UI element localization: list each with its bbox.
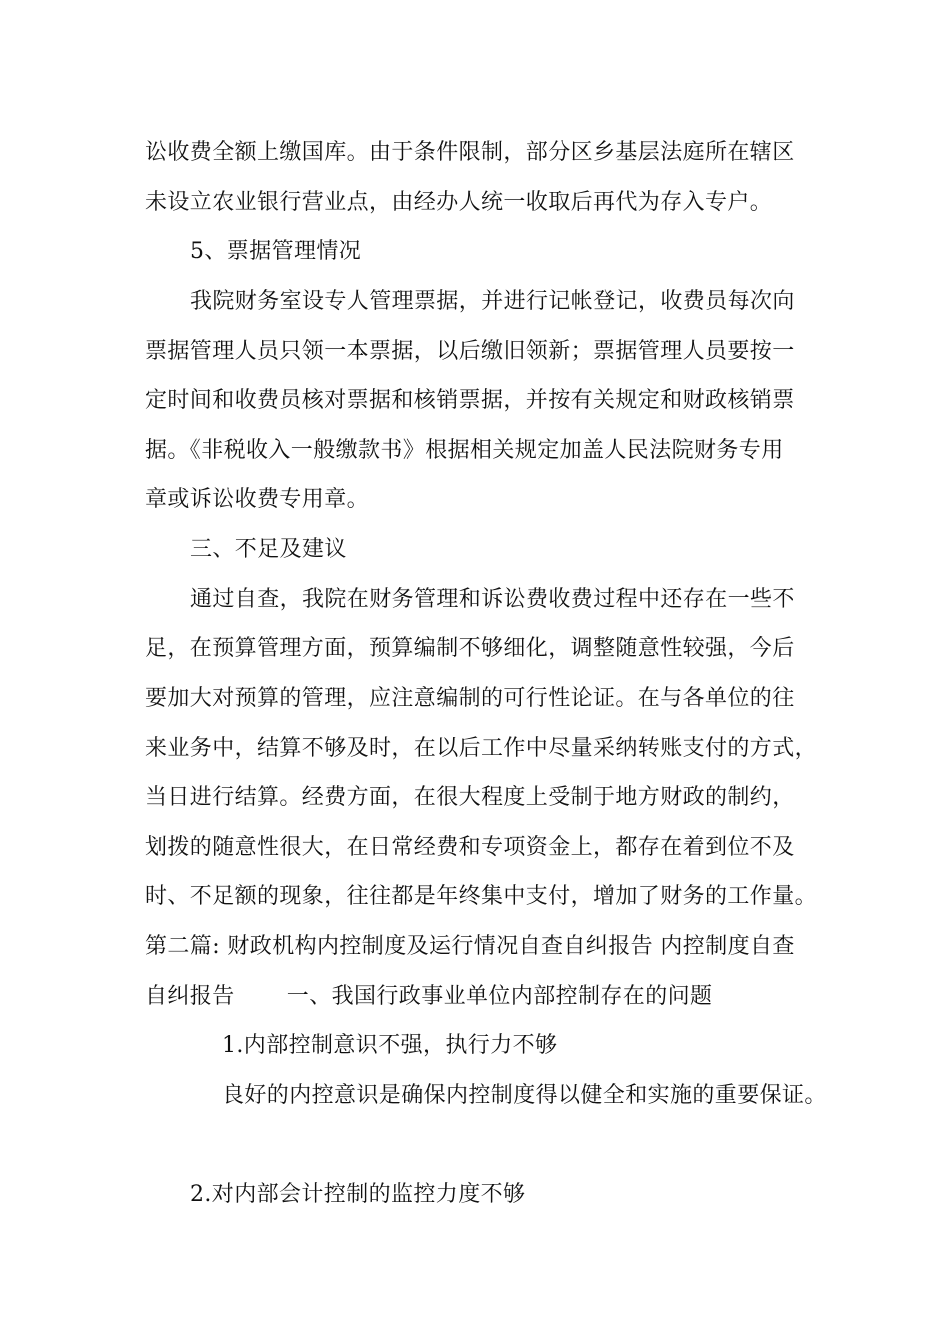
- paragraph-line: 讼收费全额上缴国库。由于条件限制，部分区乡基层法庭所在辖区: [145, 140, 795, 165]
- paragraph-line: 据。《非税收入一般缴款书》根据相关规定加盖人民法院财务专用: [145, 438, 784, 463]
- paragraph-line: 来业务中，结算不够及时，在以后工作中尽量采纳转账支付的方式，: [145, 736, 818, 761]
- paragraph-line: 当日进行结算。经费方面，在很大程度上受制于地方财政的制约，: [145, 785, 795, 810]
- paragraph-line: 未设立农业银行营业点，由经办人统一收取后再代为存入专户。: [145, 190, 773, 215]
- paragraph-line: 票据管理人员只领一本票据，以后缴旧领新；票据管理人员要按一: [145, 339, 795, 364]
- paragraph-line: 足，在预算管理方面，预算编制不够细化，调整随意性较强，今后: [145, 636, 795, 661]
- section-heading: 5、票据管理情况: [190, 239, 362, 264]
- paragraph-line: 时、不足额的现象，往往都是年终集中支付，增加了财务的工作量。: [145, 884, 818, 909]
- paragraph-line: 定时间和收费员核对票据和核销票据，并按有关规定和财政核销票: [145, 388, 795, 413]
- paragraph-line: 通过自查，我院在财务管理和诉讼费收费过程中还存在一些不: [190, 587, 795, 612]
- section-heading: 2.对内部会计控制的监控力度不够: [190, 1182, 526, 1207]
- chapter-title-line: 第二篇: 财政机构内控制度及运行情况自查自纠报告 内控制度自查: [145, 934, 795, 959]
- chapter-title-line: 自纠报告 一、我国行政事业单位内部控制存在的问题: [145, 984, 713, 1009]
- paragraph-line: 良好的内控意识是确保内控制度得以健全和实施的重要保证。: [222, 1083, 827, 1108]
- paragraph-line: 要加大对预算的管理，应注意编制的可行性论证。在与各单位的往: [145, 686, 795, 711]
- paragraph-line: 我院财务室设专人管理票据，并进行记帐登记，收费员每次向: [190, 289, 795, 314]
- section-heading: 三、不足及建议: [190, 537, 347, 562]
- paragraph-line: 章或诉讼收费专用章。: [145, 487, 370, 512]
- paragraph-line: 划拨的随意性很大，在日常经费和专项资金上，都存在着到位不及: [145, 835, 795, 860]
- section-heading: 1.内部控制意识不强，执行力不够: [222, 1033, 558, 1058]
